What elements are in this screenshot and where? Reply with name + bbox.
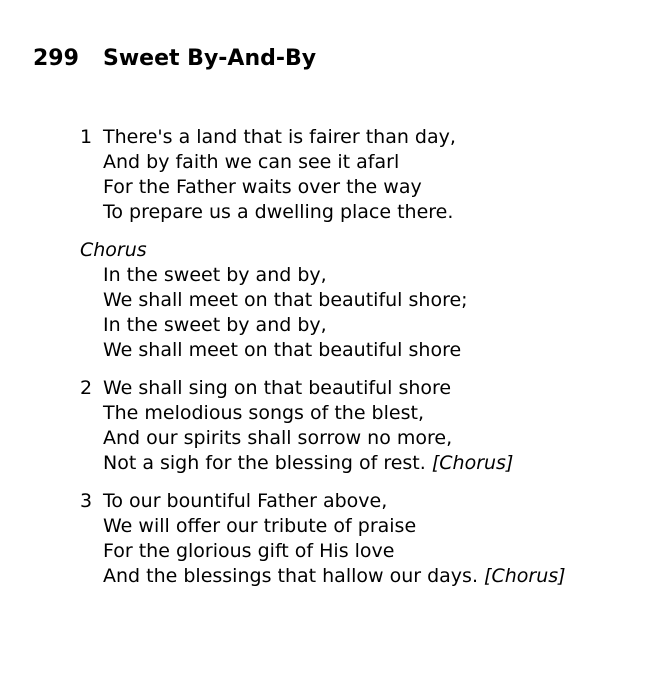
verse-1 [80, 125, 456, 225]
verse-line: Not a sigh for the blessing of rest. [103, 452, 426, 474]
verse-line: There's a land that is fairer than day, [103, 126, 456, 148]
verse-line: We will offer our tribute of praise [103, 515, 417, 537]
verse-line-with-ref [80, 564, 566, 589]
hymn-number: 299 [33, 46, 79, 71]
chorus-reference: [Chorus] [431, 452, 514, 474]
chorus-reference: [Chorus] [484, 565, 566, 587]
verse-line-with-ref [80, 451, 513, 476]
verse-number: 3 [80, 490, 93, 512]
hymn-title: Sweet By-And-By [103, 46, 317, 71]
verse-line: The melodious songs of the blest, [103, 402, 424, 424]
chorus-line: In the sweet by and by, [103, 264, 327, 286]
verse-line: And by faith we can see it afarl [103, 151, 400, 173]
verse-number: 2 [80, 377, 93, 399]
verse-line: To our bountiful Father above, [103, 490, 388, 512]
verse-line: For the glorious gift of His love [103, 540, 395, 562]
verse-line: And our spirits shall sorrow no more, [103, 427, 453, 449]
verse-line: For the Father waits over the way [103, 176, 422, 198]
verse-line: And the blessings that hallow our days. [103, 565, 478, 587]
chorus-line: We shall meet on that beautiful shore [103, 339, 462, 361]
chorus-line: We shall meet on that beautiful shore; [103, 289, 468, 311]
chorus [80, 238, 468, 363]
verse-number: 1 [80, 126, 93, 148]
verse-2 [80, 376, 513, 476]
verse-3 [80, 489, 566, 589]
chorus-label: Chorus [80, 239, 147, 261]
chorus-line: In the sweet by and by, [103, 314, 327, 336]
verse-line: To prepare us a dwelling place there. [103, 201, 454, 223]
verse-line: We shall sing on that beautiful shore [103, 377, 452, 399]
hymn-header [33, 46, 317, 71]
